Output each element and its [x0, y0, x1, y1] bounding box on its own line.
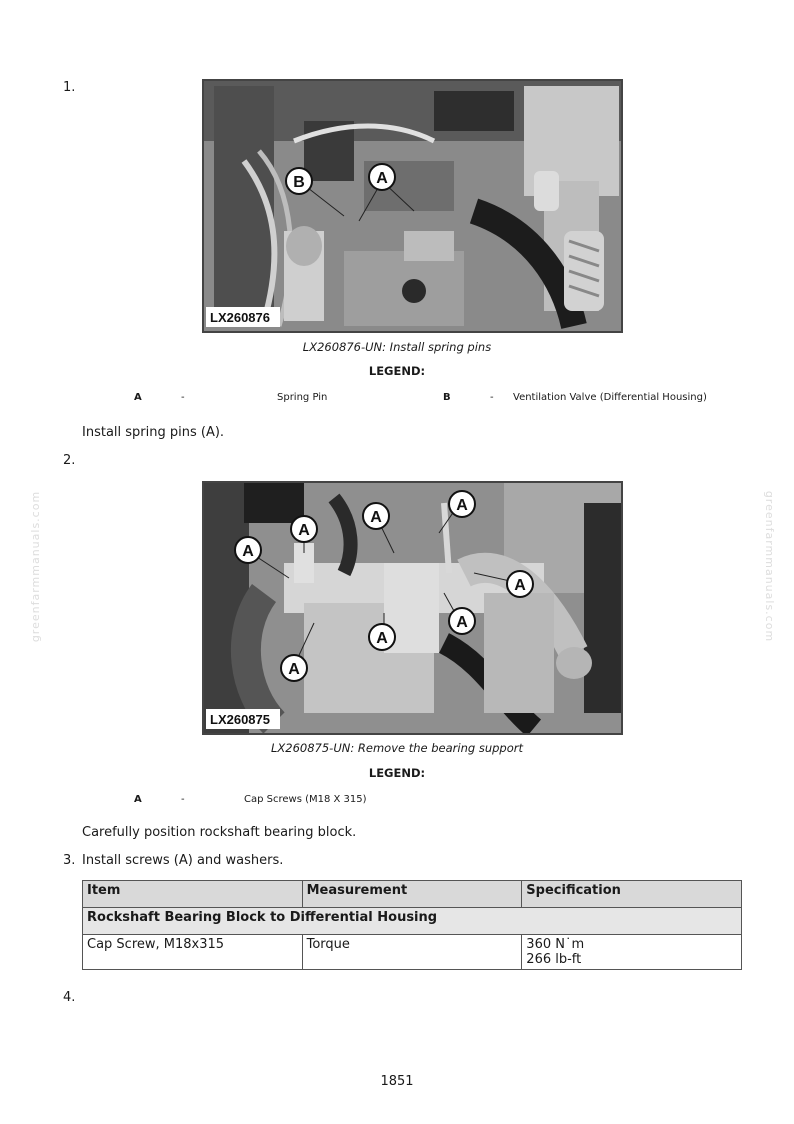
step-number-2: 2.: [63, 453, 76, 468]
callout-a-5: A: [514, 577, 526, 594]
spec-cell-measurement: Torque: [302, 935, 522, 970]
spec-table-group: [83, 908, 742, 935]
legend-2-key-a: A: [134, 794, 142, 805]
watermark-left: greenfarmmanuals.com: [29, 490, 43, 643]
callout-a-4: A: [456, 497, 468, 514]
watermark-right: greenfarmmanuals.com: [763, 490, 777, 643]
step-number-3: 3.: [63, 853, 76, 868]
legend-2-text-a: Cap Screws (M18 X 315): [244, 794, 367, 805]
page-number: 1851: [380, 1074, 414, 1089]
legend-1-key-b: B: [443, 392, 451, 403]
figure-2-legend-title: LEGEND:: [368, 766, 426, 780]
spec-cell-specification: [522, 935, 742, 970]
figure-2-caption: LX260875-UN: Remove the bearing support: [271, 741, 523, 755]
callout-b: B: [293, 174, 305, 191]
callout-a-8: A: [288, 661, 300, 678]
step-3-instruction: Install screws (A) and washers.: [82, 853, 284, 868]
legend-1-dash-a: -: [181, 392, 185, 403]
step-2-instruction: Carefully position rockshaft bearing block.: [82, 825, 357, 840]
figure-2-illustration: [204, 483, 621, 733]
spec-table: [82, 880, 742, 970]
spec-group-label: Rockshaft Bearing Block to Differential Housing: [83, 908, 742, 935]
figure-1-caption: LX260876-UN: Install spring pins: [302, 340, 492, 354]
table-row: [83, 935, 742, 970]
callout-a-2: A: [298, 522, 310, 539]
spec-header-specification: Specification: [522, 881, 742, 908]
spec-header-item: Item: [83, 881, 303, 908]
step-number-1: 1.: [63, 80, 76, 95]
step-1-instruction: Install spring pins (A).: [82, 425, 225, 440]
callout-a-7: A: [376, 630, 388, 647]
legend-1-key-a: A: [134, 392, 142, 403]
spec-value-metric: 360 N˙m: [526, 937, 585, 952]
legend-1-dash-b: -: [490, 392, 494, 403]
spec-header-measurement: Measurement: [302, 881, 522, 908]
legend-2-dash-a: -: [181, 794, 185, 805]
callout-a: A: [376, 170, 388, 187]
callout-a-3: A: [370, 509, 382, 526]
figure-2-image: [202, 481, 623, 735]
legend-1-text-a: Spring Pin: [277, 392, 328, 403]
figure-2-label: LX260875: [210, 712, 270, 727]
callout-a-1: A: [242, 543, 254, 560]
figure-1-illustration: [204, 81, 621, 331]
spec-table-header: [83, 881, 742, 908]
figure-1-label: LX260876: [210, 310, 270, 325]
callout-a-6: A: [456, 614, 468, 631]
step-number-4: 4.: [63, 990, 76, 1005]
figure-1-legend-title: LEGEND:: [368, 364, 426, 378]
figure-1-image: [202, 79, 623, 333]
legend-1-text-b: Ventilation Valve (Differential Housing): [513, 392, 707, 403]
spec-value-imperial: 266 lb-ft: [526, 952, 582, 967]
spec-cell-item: Cap Screw, M18x315: [83, 935, 303, 970]
